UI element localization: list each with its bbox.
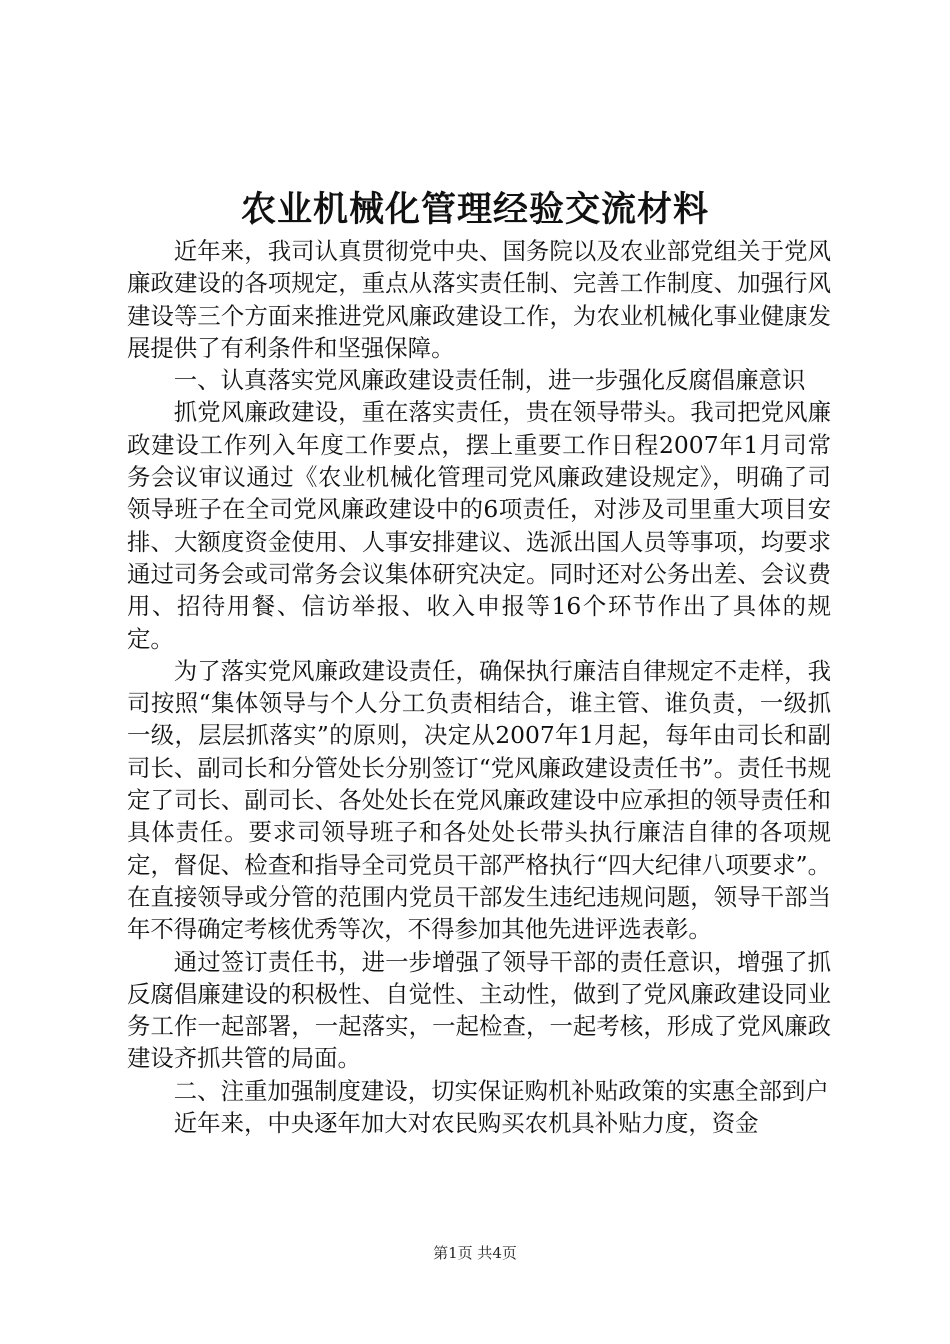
document-body bbox=[127, 235, 831, 1139]
paragraph: 通过签订责任书，进一步增强了领导干部的责任意识，增强了抓反腐倡廉建设的积极性、自觉性、主动性，做到了党风廉政建设同业务工作一起部署，一起落实，一起检查，一起考核，形成了党风廉政建设齐抓共管的局面。 bbox=[127, 947, 831, 1073]
paragraph: 近年来，中央逐年加大对农民购买农机具补贴力度，资金 bbox=[173, 1109, 759, 1138]
paragraph: 为了落实党风廉政建设责任，确保执行廉洁自律规定不走样，我司按照“集体领导与个人分工负责相结合，谁主管、谁负责，一级抓一级，层层抓落实”的原则，决定从2007年1月起，每年由司长和副司长、副司长和分管处长分别签订“党风廉政建设责任书”。责任书规定了司长、副司长、各处处长在党风廉政建设中应承担的领导责任和具体责任。要求司领导班子和各处处长带头执行廉洁自律的各项规定，督促、检查和指导全司党员干部严格执行“四大纪律八项要求”。在直接领导或分管的范围内党员干部发生违纪违规问题，领导干部当年不得确定考核优秀等次，不得参加其他先进评选表彰。 bbox=[127, 656, 831, 944]
page-number-footer: 第1页 共4页 bbox=[433, 1244, 517, 1262]
paragraph: 抓党风廉政建设，重在落实责任，贵在领导带头。我司把党风廉政建设工作列入年度工作要点，摆上重要工作日程2007年1月司常务会议审议通过《农业机械化管理司党风廉政建设规定》，明确了司领导班子在全司党风廉政建设中的6项责任，对涉及司里重大项目安排、大额度资金使用、人事安排建议、选派出国人员等事项，均要求通过司务会或司常务会议集体研究决定。同时还对公务出差、会议费用、招待用餐、信访举报、收入申报等16个环节作出了具体的规定。 bbox=[127, 398, 831, 653]
section-heading-1: 一、认真落实党风廉政建设责任制，进一步强化反腐倡廉意识 bbox=[173, 366, 806, 395]
section-heading-2: 二、注重加强制度建设，切实保证购机补贴政策的实惠全部到户 bbox=[173, 1076, 829, 1105]
document-title: 农业机械化管理经验交流材料 bbox=[240, 189, 709, 230]
paragraph-intro: 近年来，我司认真贯彻党中央、国务院以及农业部党组关于党风廉政建设的各项规定，重点从落实责任制、完善工作制度、加强行风建设等三个方面来推进党风廉政建设工作，为农业机械化事业健康发展提供了有利条件和坚强保障。 bbox=[127, 237, 831, 362]
